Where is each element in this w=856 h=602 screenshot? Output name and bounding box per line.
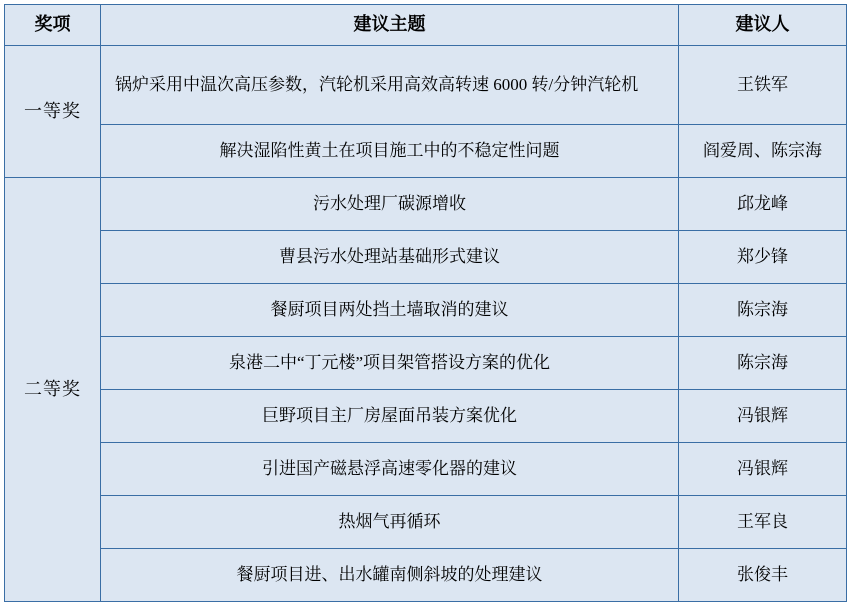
suggester-name-cell: 邱龙峰 xyxy=(679,178,847,231)
table-row xyxy=(5,284,847,337)
suggestion-topic-cell: 巨野项目主厂房屋面吊装方案优化 xyxy=(101,390,679,443)
suggestion-topic-cell: 曹县污水处理站基础形式建议 xyxy=(101,231,679,284)
table-row xyxy=(5,46,847,125)
table-row xyxy=(5,549,847,602)
suggestion-topic-cell: 餐厨项目两处挡土墙取消的建议 xyxy=(101,284,679,337)
suggester-name-cell: 陈宗海 xyxy=(679,337,847,390)
column-header-topic: 建议主题 xyxy=(101,5,679,46)
suggestion-topic-cell: 餐厨项目进、出水罐南侧斜坡的处理建议 xyxy=(101,549,679,602)
suggestion-topic-cell: 解决湿陷性黄土在项目施工中的不稳定性问题 xyxy=(101,125,679,178)
suggester-name-cell: 冯银辉 xyxy=(679,390,847,443)
award-level-cell: 二等奖 xyxy=(5,178,101,602)
suggestion-topic-cell: 热烟气再循环 xyxy=(101,496,679,549)
table-header xyxy=(5,5,847,46)
suggestion-topic-cell: 污水处理厂碳源增收 xyxy=(101,178,679,231)
table-row xyxy=(5,390,847,443)
table-row xyxy=(5,496,847,549)
suggester-name-cell: 王军良 xyxy=(679,496,847,549)
suggestion-topic-cell: 引进国产磁悬浮高速零化器的建议 xyxy=(101,443,679,496)
suggester-name-cell: 冯银辉 xyxy=(679,443,847,496)
suggester-name-cell: 王铁军 xyxy=(679,46,847,125)
column-header-award: 奖项 xyxy=(5,5,101,46)
suggester-name-cell: 张俊丰 xyxy=(679,549,847,602)
table-body xyxy=(5,46,847,602)
award-suggestions-table xyxy=(4,4,847,602)
suggester-name-cell: 阎爱周、陈宗海 xyxy=(679,125,847,178)
suggestion-topic-cell: 锅炉采用中温次高压参数，汽轮机采用高效高转速 6000 转/分钟汽轮机 xyxy=(101,46,679,125)
table-row xyxy=(5,443,847,496)
suggester-name-cell: 郑少锋 xyxy=(679,231,847,284)
table-row xyxy=(5,178,847,231)
table-header-row xyxy=(5,5,847,46)
suggester-name-cell: 陈宗海 xyxy=(679,284,847,337)
column-header-person: 建议人 xyxy=(679,5,847,46)
table-row xyxy=(5,125,847,178)
suggestion-topic-cell: 泉港二中“丁元楼”项目架管搭设方案的优化 xyxy=(101,337,679,390)
award-level-cell: 一等奖 xyxy=(5,46,101,178)
table-row xyxy=(5,337,847,390)
table-row xyxy=(5,231,847,284)
